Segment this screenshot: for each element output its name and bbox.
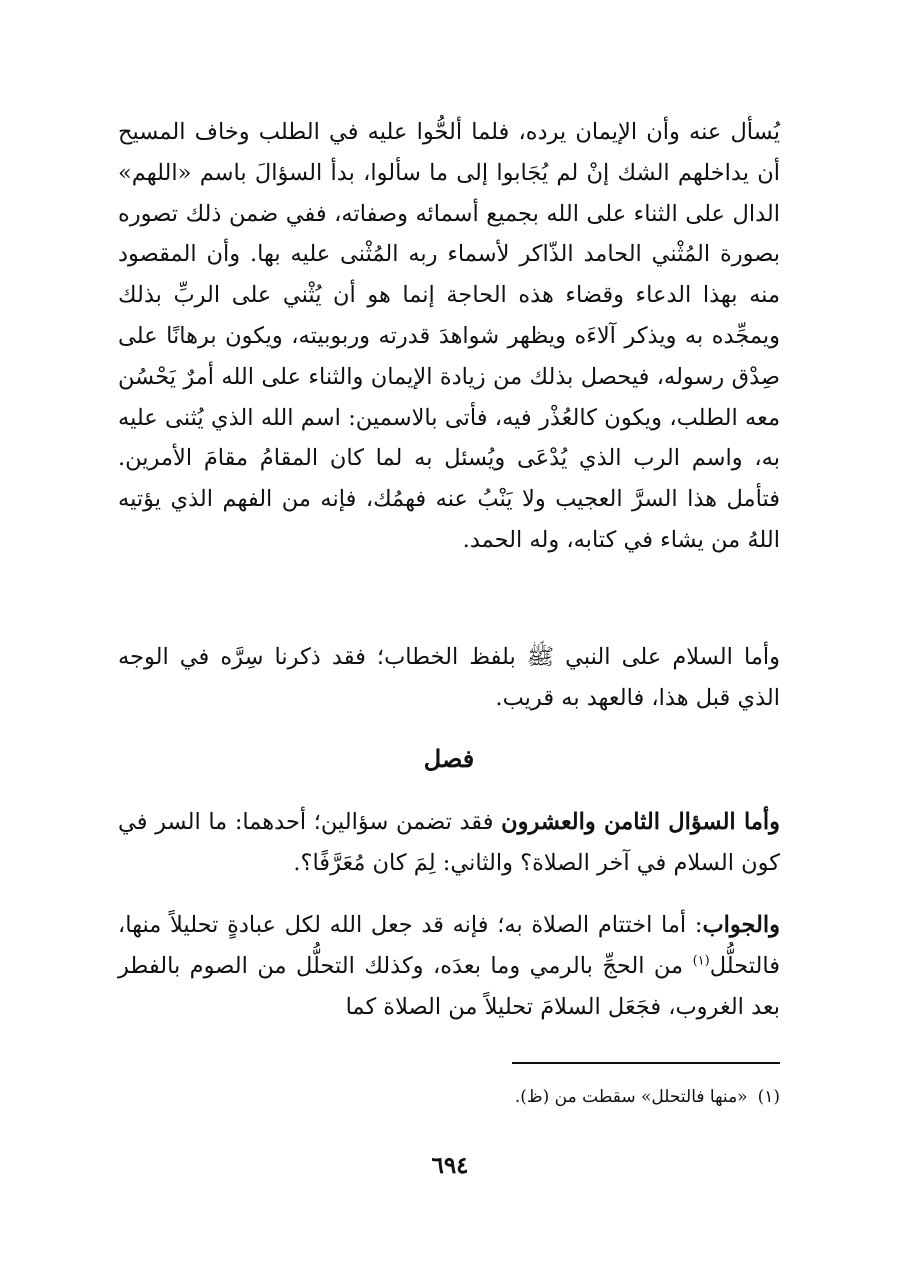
- section-heading: فصل: [423, 744, 475, 773]
- page-number: ٦٩٤: [431, 1152, 469, 1179]
- answer-text-part2: من الحجِّ بالرمي وما بعدَه، وكذلك التحلُّل من الصوم بالفطر بعد الغروب، فجَعَل السلامَ تحليلاً من الصلاة كما: [118, 952, 780, 1020]
- footnote: [118, 1083, 780, 1111]
- answer-text-part1: : أما اختتام الصلاة به؛ فإنه قد جعل الله لكل عبادةٍ تحليلاً منها، فالتحلُّل: [118, 912, 780, 979]
- paragraph-prophet-prayer: يُسأل عنه وأن الإيمان يرده، فلما ألحُّوا عليه في الطلب وخاف المسيح أن يداخلهم الشك إنْ لم يُجَابوا إلى ما سألوا، بدأ السؤالَ باسم «اللهم» الدال على الثناء على الله بجميع أسمائه وصفاته، ففي ضمن ذلك تصوره بصورة المُثْني الحامد الذّاكر لأسماء ربه المُثْنى عليه بها. وأن المقصود منه بهذا الدعاء وقضاء هذه الحاجة إنما هو أن يُثْني على الربِّ بذلك ويمجِّده به ويذكر آلاءَه ويظهر شواهدَ قدرته وربوبيته، ويكون برهانًا على صِدْق رسوله، فيحصل بذلك من زيادة الإيمان والثناء على الله أمرٌ يَحْسُن معه الطلب، ويكون كالعُذْر فيه، فأتى بالاسمين: اسم الله الذي يُثنى عليه به، واسم الرب الذي يُدْعَى ويُسئل به لما كان المقامُ مقامَ الأمرين. فتأمل هذا السرَّ العجيب ولا يَنْبُ عنه فهمُك، فإنه من الفهم الذي يؤتيه اللهُ من يشاء في كتابه، وله الحمد.: [118, 119, 780, 553]
- question-lead: وأما السؤال الثامن والعشرون: [501, 809, 780, 835]
- footnote-number: (١): [757, 1087, 780, 1107]
- footnote-separator: [512, 1062, 780, 1064]
- paragraph-salam-address: وأما السلام على النبي ﷺ بلفظ الخطاب؛ فقد ذكرنا سِرَّه في الوجه الذي قبل هذا، فالعهد به قريب.: [118, 644, 780, 711]
- paragraph-answer: [118, 905, 780, 1027]
- paragraph-question-28: [118, 802, 780, 884]
- footnote-text: «منها فالتحلل» سقطت من (ظ).: [514, 1087, 748, 1107]
- answer-lead: والجواب: [702, 912, 780, 938]
- footnote-reference[interactable]: (١): [692, 953, 710, 969]
- question-text: فقد تضمن سؤالين؛ أحدهما: ما السر في كون السلام في آخر الصلاة؟ والثاني: لِمَ كان مُعَرَّفًا؟.: [118, 809, 780, 876]
